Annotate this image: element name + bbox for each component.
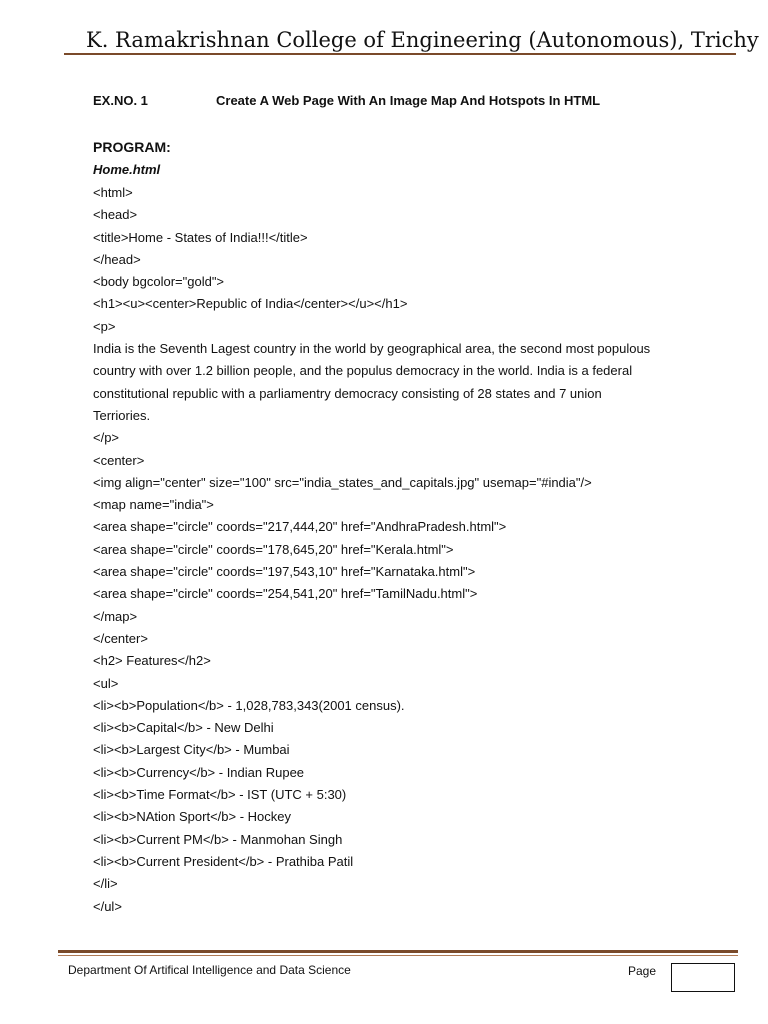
page-number-box: [671, 963, 735, 992]
department-name: Department Of Artifical Intelligence and Data Science: [68, 963, 351, 977]
code-line: <li><b>NAtion Sport</b> - Hockey: [93, 809, 292, 825]
footer-rule-inner: [58, 955, 738, 956]
code-line: <li><b>Population</b> - 1,028,783,343(2001 census).: [93, 697, 405, 713]
page-header: [0, 26, 768, 66]
code-line: <li><b>Currency</b> - Indian Rupee: [93, 764, 305, 780]
code-line: <area shape="circle" coords="254,541,20" href="TamilNadu.html">: [93, 586, 478, 602]
code-line: <head>: [93, 207, 138, 223]
code-line: </ul>: [93, 898, 122, 914]
code-line: <p>: [93, 318, 116, 334]
code-line: India is the Seventh Lagest country in the world by geographical area, the second most populous: [93, 341, 651, 357]
code-line: </head>: [93, 251, 141, 267]
code-line: <title>Home - States of India!!!</title>: [93, 229, 308, 245]
code-line: <area shape="circle" coords="197,543,10" href="Karnataka.html">: [93, 564, 476, 580]
code-line: </map>: [93, 608, 138, 624]
code-line: </center>: [93, 630, 148, 646]
code-line: <map name="india">: [93, 497, 214, 513]
code-line: <h2> Features</h2>: [93, 653, 211, 669]
code-line: <area shape="circle" coords="217,444,20" href="AndhraPradesh.html">: [93, 519, 507, 535]
code-line: <li><b>Capital</b> - New Delhi: [93, 720, 274, 736]
code-line: <area shape="circle" coords="178,645,20" href="Kerala.html">: [93, 541, 454, 557]
code-line: <center>: [93, 452, 145, 468]
page-label: Page: [628, 964, 657, 978]
code-line: <li><b>Largest City</b> - Mumbai: [93, 742, 290, 758]
code-line: country with over 1.2 billion people, and the populus democracy in the world. India is a federal: [93, 363, 633, 379]
code-line: <h1><u><center>Republic of India</center></u></h1>: [93, 296, 408, 312]
code-line: <ul>: [93, 675, 119, 691]
header-rule: [64, 53, 736, 55]
exercise-title: Create A Web Page With An Image Map And Hotspots In HTML: [216, 93, 601, 108]
program-heading: PROGRAM:: [93, 139, 171, 155]
code-line: <html>: [93, 185, 133, 200]
code-listing: [93, 182, 693, 918]
college-title: K. Ramakrishnan College of Engineering (Autonomous), Trichy: [86, 28, 759, 52]
exercise-number: EX.NO. 1: [93, 93, 148, 108]
code-line: </p>: [93, 430, 120, 446]
code-line: <li><b>Time Format</b> - IST (UTC + 5:30): [93, 787, 347, 803]
code-line: Terriories.: [93, 407, 151, 423]
code-line: <img align="center" size="100" src="india_states_and_capitals.jpg" usemap="#india"/>: [93, 474, 592, 490]
file-name: Home.html: [93, 162, 161, 177]
code-line: </li>: [93, 876, 118, 892]
code-line: <body bgcolor="gold">: [93, 274, 225, 290]
footer-rule: [58, 950, 738, 953]
code-line: constitutional republic with a parliamentry democracy consisting of 28 states and 7 union: [93, 385, 602, 401]
code-line: <li><b>Current President</b> - Prathiba Patil: [93, 853, 354, 869]
code-line: <li><b>Current PM</b> - Manmohan Singh: [93, 831, 343, 847]
